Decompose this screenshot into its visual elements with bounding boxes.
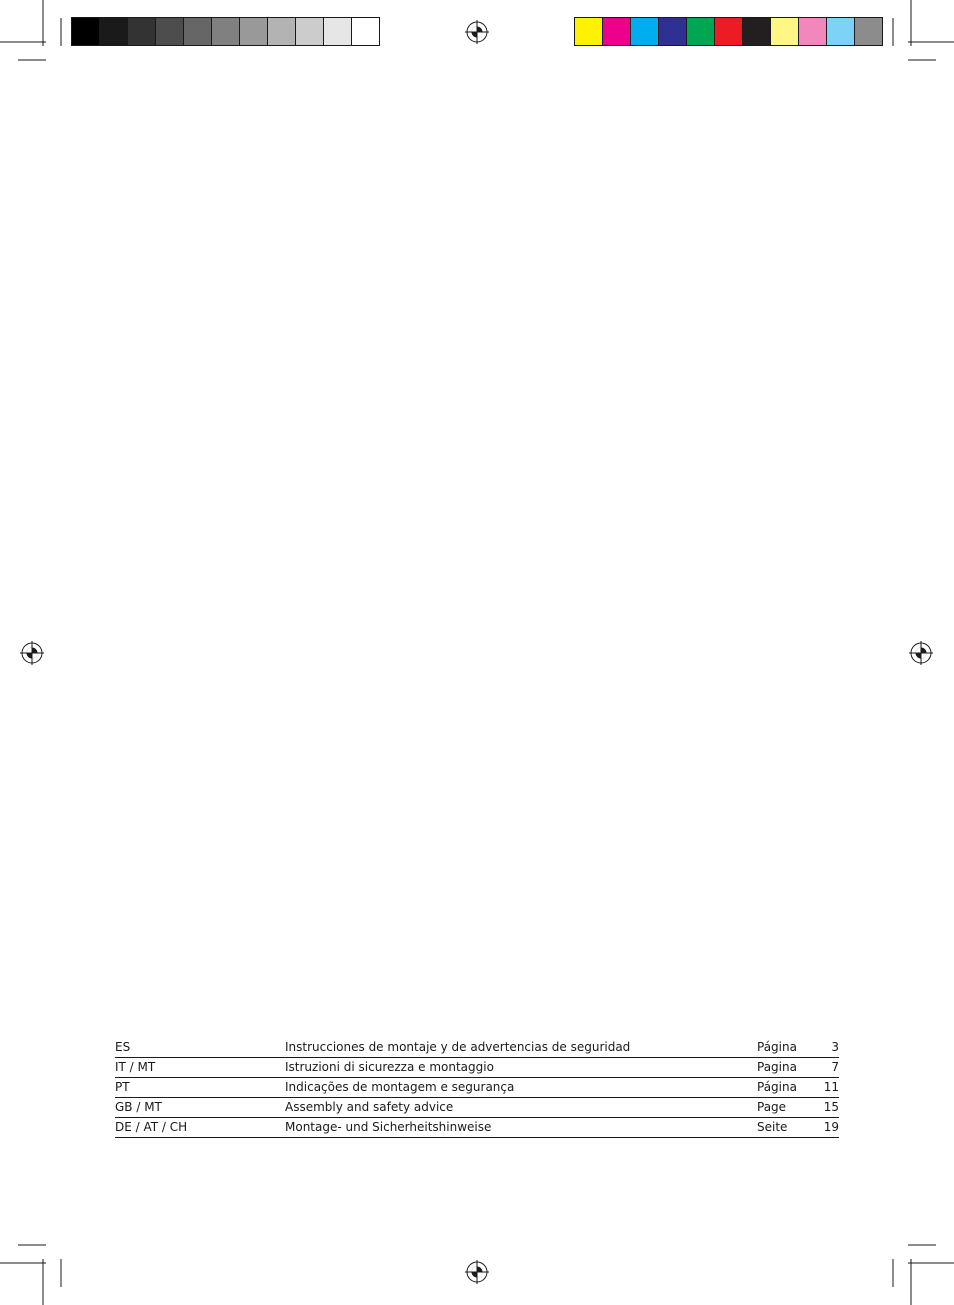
color-swatch [799,18,827,45]
color-swatch [715,18,743,45]
color-swatch [128,18,156,45]
table-row [115,1038,839,1058]
toc-page-number: 3 [809,1038,839,1058]
toc-language: PT [115,1078,285,1098]
color-swatch [352,18,379,45]
color-swatch [855,18,882,45]
toc-language: ES [115,1038,285,1058]
color-swatch [156,18,184,45]
table-row [115,1118,839,1138]
grayscale-calibration-strip [71,17,380,46]
registration-mark-icon [465,20,489,44]
toc-page-word: Seite [757,1118,809,1138]
toc-title: Assembly and safety advice [285,1098,757,1118]
toc-page-word: Pagina [757,1058,809,1078]
registration-mark-icon [909,641,933,665]
toc-page-number: 11 [809,1078,839,1098]
toc-page-word: Página [757,1078,809,1098]
color-swatch [240,18,268,45]
color-swatch [72,18,100,45]
color-swatch [100,18,128,45]
color-swatch [212,18,240,45]
toc-title: Instrucciones de montaje y de advertencias de seguridad [285,1038,757,1058]
color-swatch [631,18,659,45]
registration-mark-icon [20,641,44,665]
toc-page-word: Página [757,1038,809,1058]
color-swatch [268,18,296,45]
table-row [115,1098,839,1118]
toc-language: GB / MT [115,1098,285,1118]
toc-page-number: 15 [809,1098,839,1118]
toc-page-number: 7 [809,1058,839,1078]
toc-language: IT / MT [115,1058,285,1078]
table-row [115,1058,839,1078]
color-swatch [743,18,771,45]
color-swatch [659,18,687,45]
toc-language: DE / AT / CH [115,1118,285,1138]
table-row [115,1078,839,1098]
color-swatch [687,18,715,45]
registration-mark-icon [465,1260,489,1284]
color-swatch [603,18,631,45]
color-calibration-strip [574,17,883,46]
color-swatch [296,18,324,45]
color-swatch [827,18,855,45]
toc-page-word: Page [757,1098,809,1118]
color-swatch [575,18,603,45]
toc-page-number: 19 [809,1118,839,1138]
color-swatch [184,18,212,45]
toc-title: Indicações de montagem e segurança [285,1078,757,1098]
toc-title: Montage- und Sicherheitshinweise [285,1118,757,1138]
table-of-contents [115,1038,839,1138]
color-swatch [771,18,799,45]
toc-title: Istruzioni di sicurezza e montaggio [285,1058,757,1078]
color-swatch [324,18,352,45]
